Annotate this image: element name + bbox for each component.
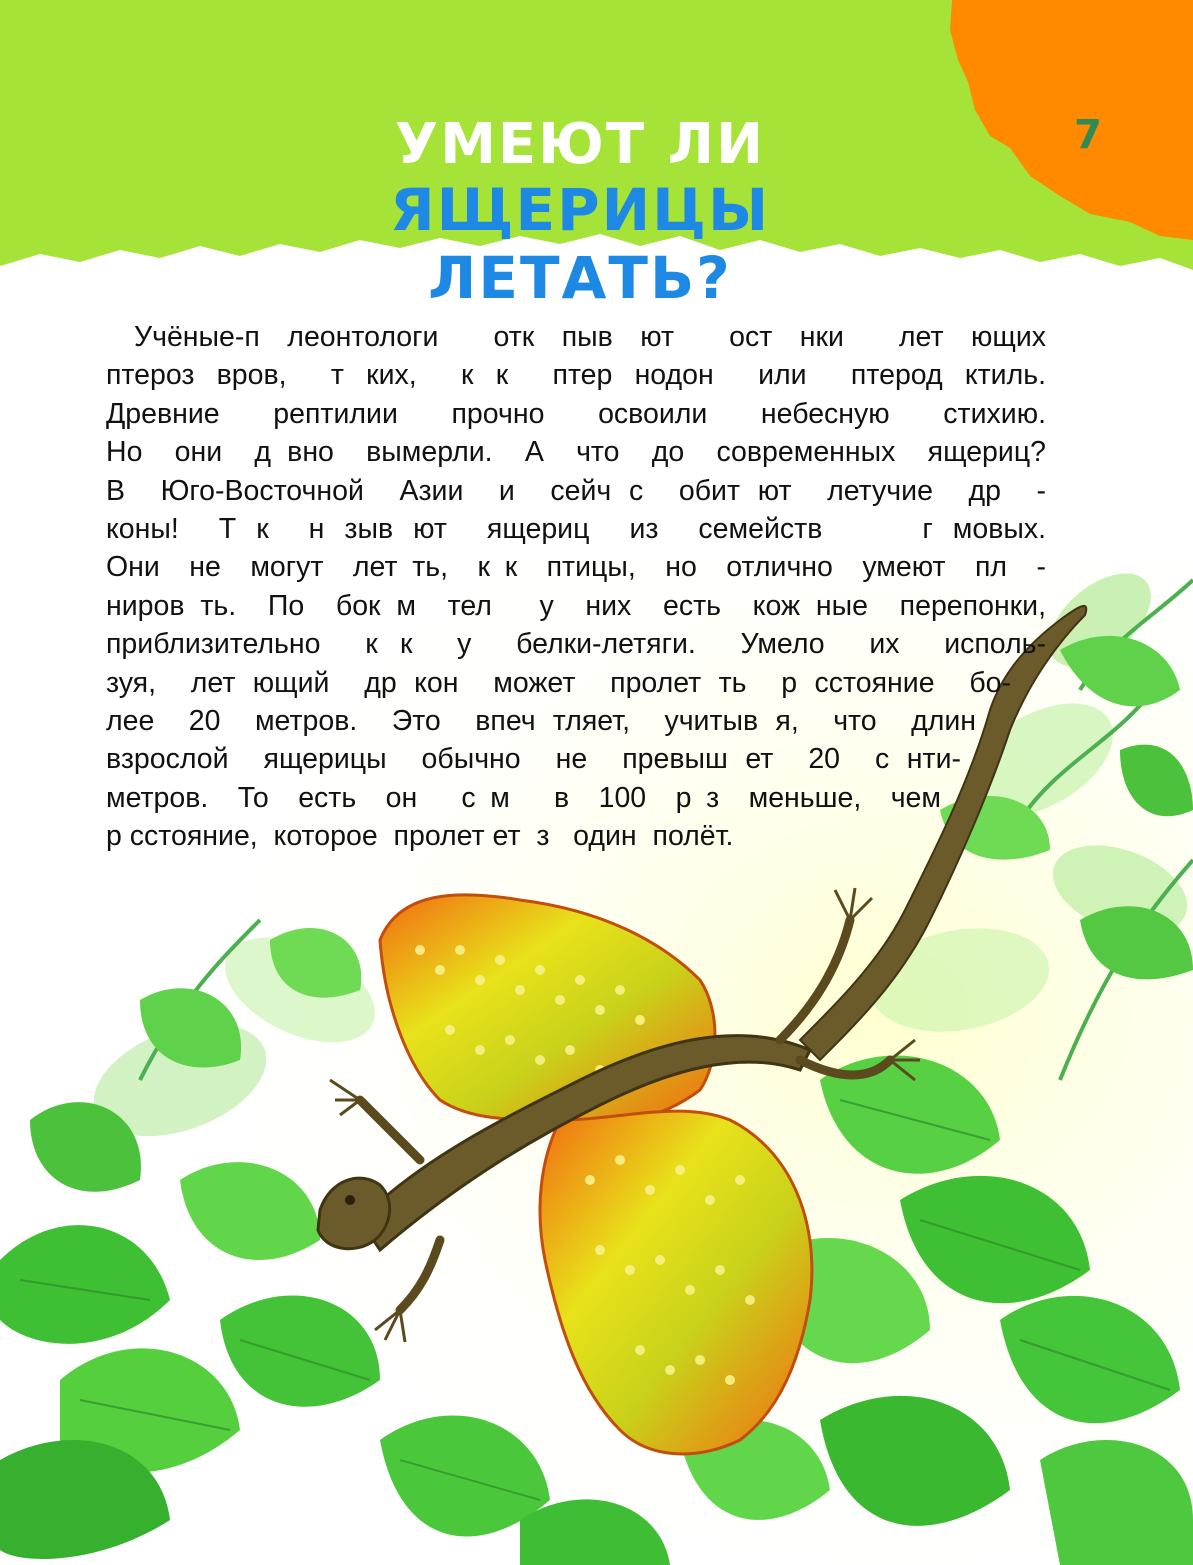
article-line-4: Но они д вно вымерли. А что до современных ящериц?	[106, 436, 1046, 469]
article-line-10: зуя, лет ющий др кон может пролет ть р сстояние бо-	[106, 666, 1011, 699]
article-line-5: В Юго-Восточной Азии и сейч с обит ют летучие др -	[106, 474, 1046, 507]
title-line-2: ЯЩЕРИЦЫ ЛЕТАТЬ?	[389, 176, 771, 312]
article-line-8: ниров ть. По бок м тел у них есть кож ные перепонки,	[106, 589, 1046, 622]
article-line-2: птероз вров, т ких, к к птер нодон или птерод ктиль.	[106, 359, 1046, 392]
article-line-13: метров. То есть он с м в 100 р з меньше, чем	[106, 781, 941, 814]
article-line-14: р сстояние, которое пролет ет з один полёт.	[106, 820, 734, 853]
article-line-1: Учёные-п леонтологи отк пыв ют ост нки лет ющих	[134, 321, 1046, 353]
article-text	[106, 318, 1046, 855]
article-line-11: лее 20 метров. Это впеч тляет, учитыв я, что длин	[106, 704, 976, 737]
title-line-1: УМЕЮТ ЛИ	[395, 112, 765, 177]
article-line-3: Древние рептилии прочно освоили небесную стихию.	[106, 397, 1046, 430]
article-line-7: Они не могут лет ть, к к птицы, но отлично умеют пл -	[106, 551, 1046, 584]
lizard-eye	[345, 1195, 355, 1205]
page-number: 7	[1074, 112, 1102, 158]
article-line-9: приблизительно к к у белки-летяги. Умело их исполь-	[106, 628, 1046, 661]
article-line-12: взрослой ящерицы обычно не превыш ет 20 с нти-	[106, 743, 961, 776]
article-line-6: коны! Т к н зыв ют ящериц из семейств г мовых.	[106, 512, 1046, 545]
